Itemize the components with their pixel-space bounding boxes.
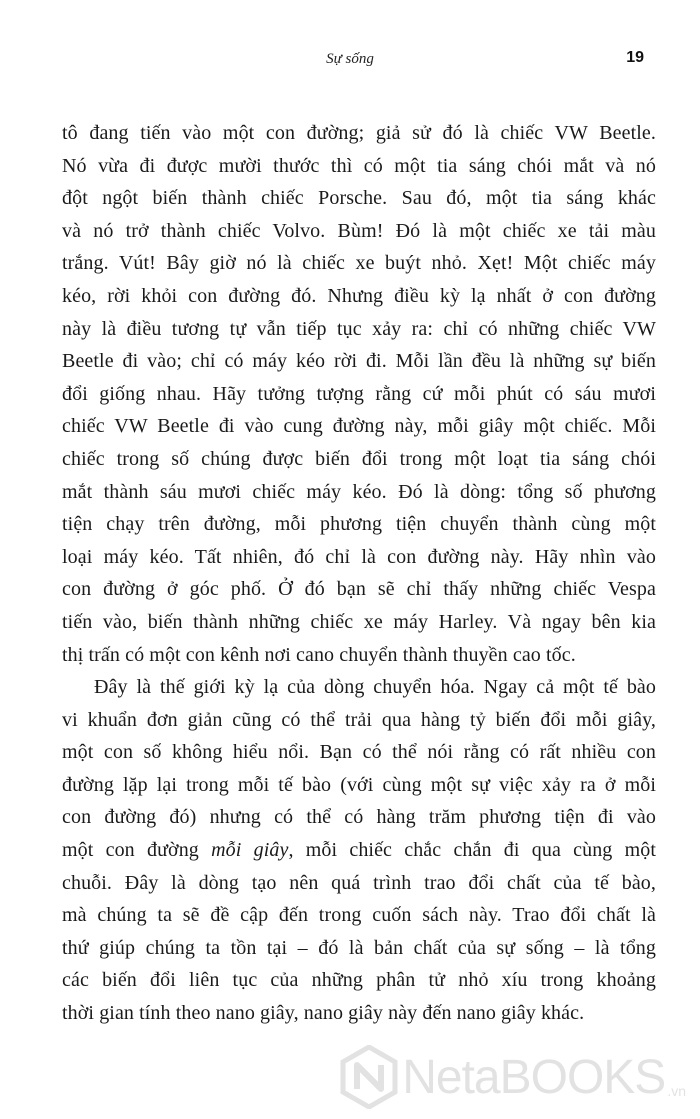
text-line: thị trấn có một con kênh nơi cano chuyển thành thuyền cao tốc. (62, 643, 576, 666)
text-line: một con số không hiểu nổi. Bạn có thể nói rằng có rất nhiều con (62, 741, 656, 764)
text-line: mà chúng ta sẽ đề cập đến trong cuốn sách này. Trao đổi chất là (62, 904, 656, 927)
text-line: Beetle đi vào; chỉ có máy kéo rời đi. Mỗi lần đều là những sự biến (62, 350, 656, 373)
text-line: Nó vừa đi được mười thước thì có một tia sáng chói mắt và nó (62, 154, 656, 177)
paragraph-2 (62, 671, 656, 1030)
text-line: đổi giống nhau. Hãy tưởng tượng rằng cứ mỗi phút có sáu mươi (62, 382, 656, 405)
watermark-brand: NetaBOOKS (402, 1050, 666, 1104)
text-line: tiến vào, biến thành những chiếc xe máy Harley. Và ngay bên kia (62, 610, 656, 633)
text-line: đường lặp lại trong mỗi tế bào (với cùng một sự việc xảy ra ở mỗi (62, 773, 656, 796)
text-line: chuỗi. Đây là dòng tạo nên quá trình trao đổi chất của tế bào, (62, 871, 656, 894)
text-line: chiếc VW Beetle đi vào cung đường này, mỗi giây một chiếc. Mỗi (62, 415, 656, 438)
watermark-tld: .vn (667, 1083, 686, 1099)
running-title: Sự sống (326, 51, 374, 67)
text-line: Đây là thế giới kỳ lạ của dòng chuyển hóa. Ngay cả một tế bào (94, 676, 656, 699)
text-line: các biến đổi liên tục của những phân tử nhỏ xíu trong khoảng (62, 969, 656, 992)
text-line: thời gian tính theo nano giây, nano giây này đến nano giây khác. (62, 1002, 585, 1025)
text-line: loại máy kéo. Tất nhiên, đó chỉ là con đường này. Hãy nhìn vào (62, 545, 656, 568)
text-line: con đường ở góc phố. Ở đó bạn sẽ chỉ thấy những chiếc Vespa (62, 578, 656, 601)
paragraph-1 (62, 117, 656, 671)
text-line: thứ giúp chúng ta tồn tại – đó là bản chất của sự sống – là tổng (62, 936, 656, 959)
text-line: kéo, rời khỏi con đường đó. Nhưng điều kỳ lạ nhất ở con đường (62, 284, 656, 307)
italic-emphasis: mỗi giây (211, 839, 289, 862)
body-text (62, 117, 656, 1030)
text-line: mắt thành sáu mươi chiếc máy kéo. Đó là dòng: tổng số phương (62, 480, 656, 503)
text-line: đột ngột biến thành chiếc Porsche. Sau đó, một tia sáng khác (62, 187, 656, 210)
text-line: này là điều tương tự vẫn tiếp tục xảy ra: chỉ có những chiếc VW (62, 317, 656, 340)
text-line: chiếc trong số chúng được biến đổi trong một loạt tia sáng chói (62, 447, 656, 470)
text-line: và nó trở thành chiếc Volvo. Bùm! Đó là một chiếc xe tải màu (62, 219, 656, 242)
text-line: con đường đó) nhưng có thể có hàng trăm phương tiện đi vào (62, 806, 656, 829)
text-line: tô đang tiến vào một con đường; giả sử đó là chiếc VW Beetle. (62, 122, 656, 144)
netabooks-watermark (340, 1045, 686, 1109)
text-line: vi khuẩn đơn giản cũng có thể trải qua hàng tỷ biến đổi mỗi giây, (62, 708, 656, 731)
text-line: trắng. Vút! Bây giờ nó là chiếc xe buýt nhỏ. Xẹt! Một chiếc máy (62, 252, 656, 275)
text-line: tiện chạy trên đường, mỗi phương tiện chuyển thành cùng một (62, 513, 656, 536)
neta-logo-icon (340, 1045, 398, 1109)
text-line-with-italic: một con đường mỗi giây, mỗi chiếc chắc chắn đi qua cùng một (62, 839, 657, 862)
page-number: 19 (626, 49, 644, 66)
